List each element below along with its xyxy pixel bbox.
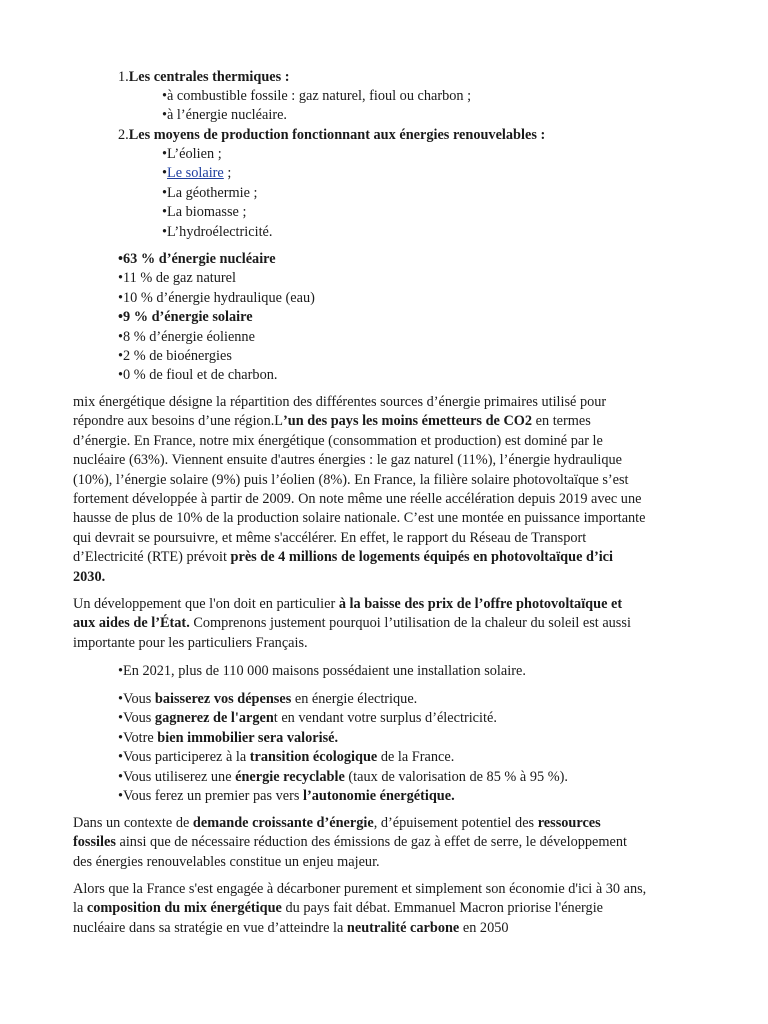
text-line (73, 919, 703, 938)
mix-item-fuel: •0 % de fioul et de charbon. (118, 367, 278, 384)
bullet: • (162, 165, 168, 182)
bold-text: énergie recyclable (235, 768, 345, 785)
list-item (118, 787, 568, 806)
bold-text: bien immobilier sera valorisé. (157, 729, 339, 746)
bold-text: aux aides de l’État. (73, 615, 190, 632)
list-item (162, 164, 272, 183)
list-item (118, 748, 568, 767)
list-item: •à l’énergie nucléaire. (162, 107, 287, 124)
paragraph-development (73, 595, 703, 653)
section-1 (118, 68, 290, 87)
text-fragment: •Vous (118, 710, 155, 727)
text-line: qui devrait se poursuivre, et même s'accélérer. En effet, le rapport du Réseau de Transport (73, 529, 587, 546)
mix-item-nuclear: •63 % d’énergie nucléaire (118, 251, 276, 267)
section-title: Les centrales thermiques : (128, 69, 290, 85)
mix-item-wind: •8 % d’énergie éolienne (118, 328, 255, 345)
bold-text: neutralité carbone (346, 919, 460, 936)
text-fragment: répondre aux besoins d’une région.L (73, 413, 284, 430)
paragraph-context (73, 814, 703, 872)
list-item: •à combustible fossile : gaz naturel, fioul ou charbon ; (162, 88, 472, 104)
bold-text: baisserez vos dépenses (154, 691, 292, 707)
list-item (118, 729, 568, 748)
text-line: mix énergétique désigne la répartition des différentes sources d’énergie primaires utilisé pour (73, 394, 607, 410)
text-line: nucléaire (63%). Viennent ensuite d'autres énergies : le gaz naturel (11%), l’énergie hydraulique (73, 452, 623, 469)
list-item (118, 709, 568, 728)
section-2-heading (118, 126, 545, 145)
text-fragment: Un développement que l'on doit en particulier (73, 596, 339, 612)
text-fragment: Dans un contexte de (73, 815, 193, 831)
text-fragment: t en vendant votre surplus d’électricité. (273, 710, 497, 727)
text-line: d’énergie. En France, notre mix énergétique (consommation et production) est dominé par le (73, 432, 603, 449)
list-item: •L’éolien ; (162, 146, 222, 162)
bold-text: composition du mix énergétique (86, 900, 282, 917)
text-fragment: •Vous utiliserez une (118, 768, 236, 785)
text-line (73, 899, 703, 918)
text-line (73, 412, 703, 431)
text-fragment: •Vous participerez à la (118, 749, 250, 766)
section-1-heading (118, 68, 290, 87)
section-2 (118, 126, 545, 145)
text-line: hausse de plus de 10% de la production solaire nationale. C’est une montée en puissance importante (73, 510, 646, 527)
section-number: 2. (118, 127, 129, 143)
bold-text: fossiles (73, 834, 116, 851)
bold-text: près de 4 millions de logements équipés en photovoltaïque d’ici (230, 549, 613, 566)
text-fragment: en énergie électrique. (291, 691, 418, 707)
text-fragment: •Vous ferez un premier pas vers (118, 787, 303, 804)
bold-text: ’un des pays les moins émetteurs de CO2 (283, 413, 533, 430)
paragraph-mix (73, 393, 703, 587)
mix-item-hydro: •10 % d’énergie hydraulique (eau) (118, 289, 315, 306)
bold-text: l’autonomie énergétique. (302, 787, 455, 804)
text-fragment: en termes (532, 413, 591, 430)
benefits-list (118, 690, 568, 806)
paragraph-conclusion (73, 880, 703, 938)
mix-item-gas: •11 % de gaz naturel (118, 270, 237, 287)
bold-text: demande croissante d’énergie (192, 815, 374, 831)
text-fragment: en 2050 (459, 919, 509, 936)
text-line: 2030. (73, 568, 106, 585)
text-fragment: •Votre (118, 729, 158, 746)
text-fragment: nucléaire dans sa stratégie en vue d’atteindre la (73, 919, 347, 936)
list-item: •La géothermie ; (162, 184, 258, 201)
text-fragment: •Vous (118, 691, 155, 707)
text-fragment: du pays fait débat. Emmanuel Macron priorise l'énergie (281, 900, 604, 917)
text-fragment: (taux de valorisation de 85 % à 95 %). (344, 768, 568, 785)
text-fragment: Comprenons justement pourquoi l’utilisation de la chaleur du soleil est aussi (189, 615, 631, 632)
text-line (73, 833, 703, 852)
text-fragment: la (73, 900, 87, 917)
text-fragment: d’Electricité (RTE) prévoit (73, 549, 231, 566)
list-item: •En 2021, plus de 110 000 maisons possédaient une installation solaire. (118, 663, 526, 679)
section-1-list (162, 87, 471, 126)
text-line (73, 548, 703, 567)
list-item (118, 768, 568, 787)
stat-item (118, 662, 526, 681)
list-item (118, 690, 568, 709)
list-item: •L’hydroélectricité. (162, 223, 273, 240)
text-line: (10%), l’énergie solaire (9%) puis l’éolien (8%). En France, la filière solaire photovoltaïque s’est (73, 471, 629, 488)
text-line (73, 614, 703, 633)
text-line (73, 814, 703, 833)
text-fragment: ; (223, 165, 232, 182)
mix-item-bio: •2 % de bioénergies (118, 347, 232, 364)
solaire-link[interactable]: Le solaire (167, 165, 224, 182)
list-item: •La biomasse ; (162, 204, 247, 221)
mix-item-solar: •9 % d’énergie solaire (118, 309, 253, 326)
text-line (73, 595, 703, 614)
text-fragment: ainsi que de nécessaire réduction des émissions de gaz à effet de serre, le développement (115, 834, 627, 851)
text-line: Alors que la France s'est engagée à décarboner purement et simplement son économie d'ici à 30 ans, (73, 881, 647, 897)
text-line: importante pour les particuliers Français. (73, 634, 308, 651)
section-2-list (162, 145, 272, 242)
bold-text: transition écologique (249, 749, 378, 766)
text-fragment: , d’épuisement potentiel des (373, 815, 538, 831)
text-line: fortement développée à partir de 2009. On note même une réelle accélération depuis 2019 avec une (73, 490, 642, 507)
bold-text: ressources (537, 815, 601, 831)
bold-text: à la baisse des prix de l’offre photovoltaïque et (338, 596, 623, 612)
text-line: des énergies renouvelables constitue un enjeu majeur. (73, 853, 380, 870)
section-title: Les moyens de production fonctionnant aux énergies renouvelables : (128, 127, 546, 143)
section-number: 1. (118, 69, 129, 85)
energy-mix-list (118, 250, 315, 386)
text-fragment: de la France. (377, 749, 455, 766)
bold-text: gagnerez de l'argen (154, 710, 274, 727)
